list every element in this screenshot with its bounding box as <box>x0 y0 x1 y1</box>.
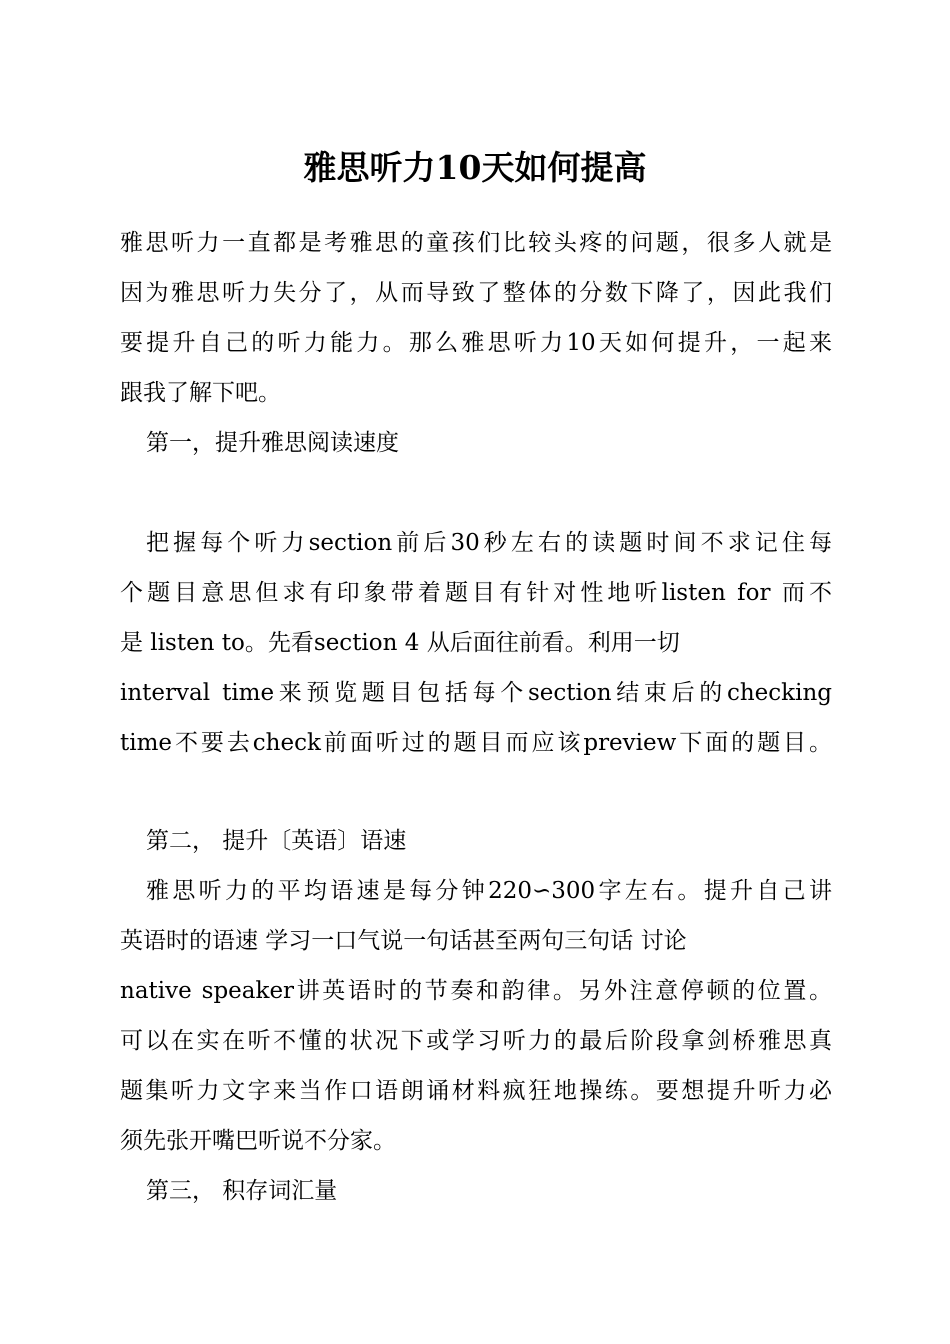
section2-heading: 第二， 提升〔英语〕语速 <box>146 828 407 854</box>
section3-heading-block <box>120 1166 832 1216</box>
section2-line: 题集听力文字来当作口语朗诵材料疯狂地操练。要想提升听力必 <box>120 1078 832 1104</box>
section1-paragraph <box>120 518 832 768</box>
section2-heading-block <box>120 816 832 866</box>
section1-line: 是 listen to。先看section 4 从后面往前看。利用一切 <box>120 630 680 656</box>
section2-line: 须先张开嘴巴听说不分家。 <box>120 1128 396 1154</box>
section2-line: native speaker讲英语时的节奏和韵律。另外注意停顿的位置。 <box>120 978 832 1004</box>
intro-line: 要提升自己的听力能力。那么雅思听力10天如何提升，一起来 <box>120 330 832 356</box>
section2-paragraph <box>120 866 832 1166</box>
intro-line: 因为雅思听力失分了，从而导致了整体的分数下降了，因此我们 <box>120 280 832 306</box>
section1-line: interval time来预览题目包括每个section结束后的checking <box>120 680 832 706</box>
document-title: 雅思听力10天如何提高 <box>303 148 647 187</box>
intro-line: 雅思听力一直都是考雅思的童孩们比较头疼的问题，很多人就是 <box>120 230 832 256</box>
section2-line: 雅思听力的平均语速是每分钟220∽300字左右。提升自己讲 <box>146 878 832 904</box>
section3-heading: 第三， 积存词汇量 <box>146 1178 338 1204</box>
section1-heading: 第一，提升雅思阅读速度 <box>146 430 399 456</box>
section1-line: 把握每个听力section前后30秒左右的读题时间不求记住每 <box>146 530 832 556</box>
section2-line: 英语时的语速 学习一口气说一句话甚至两句三句话 讨论 <box>120 928 687 954</box>
section1-line: 个题目意思但求有印象带着题目有针对性地听listen for 而不 <box>120 580 832 606</box>
intro-line: 跟我了解下吧。 <box>120 380 281 406</box>
intro-paragraph <box>120 218 832 418</box>
section2-line: 可以在实在听不懂的状况下或学习听力的最后阶段拿剑桥雅思真 <box>120 1028 832 1054</box>
section1-heading-block <box>120 418 832 468</box>
section1-line: time不要去check前面听过的题目而应该preview下面的题目。 <box>120 730 832 756</box>
